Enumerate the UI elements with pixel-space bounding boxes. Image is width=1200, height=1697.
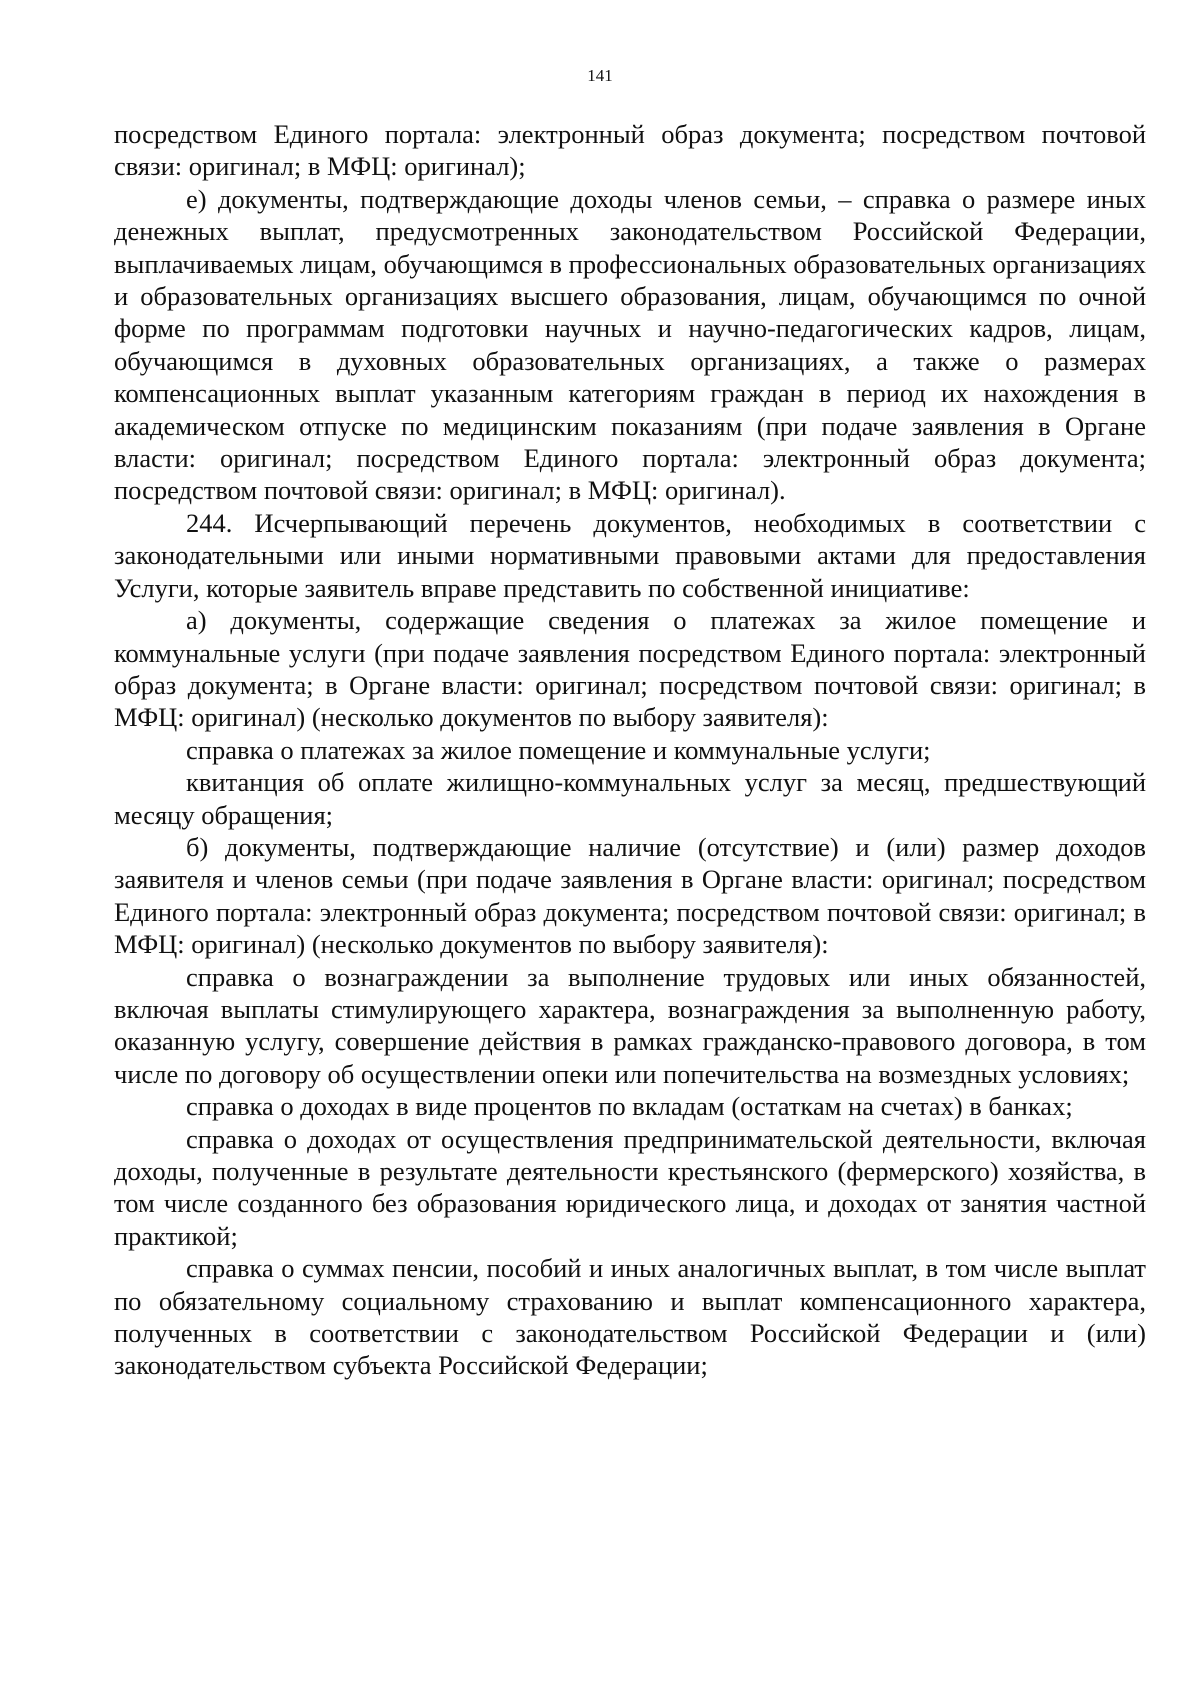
paragraph-remuneration-certificate: справка о вознаграждении за выполнение трудовых или иных обязанностей, включая выплаты стимулирующего характера, вознаграждения за выполненную работу, оказанную услугу, совершение действия в рамках гражданско-правового договора, в том числе по договору об осуществлении опеки или попечительства на возмездных условиях; [114,961,1146,1089]
paragraph-utility-receipt: квитанция об оплате жилищно-коммунальных услуг за месяц, предшествующий месяцу обращения; [114,767,1146,830]
paragraph-244: 244. Исчерпывающий перечень документов, необходимых в соответствии с законодательными или иными нормативными правовыми актами для предоставления Услуги, которые заявитель вправе представить по собственной инициативе: [114,507,1146,603]
paragraph-interest-certificate: справка о доходах в виде процентов по вкладам (остаткам на счетах) в банках; [186,1091,1073,1122]
page-number: 141 [587,66,613,85]
paragraph-item-b: б) документы, подтверждающие наличие (отсутствие) и (или) размер доходов заявителя и членов семьи (при подаче заявления в Органе власти: оригинал; посредством Единого портала: электронный образ документа; посредством почтовой связи: оригинал; в МФЦ: оригинал) (несколько документов по выбору заявителя): [114,831,1146,960]
paragraph-payments-certificate: справка о платежах за жилое помещение и коммунальные услуги; [186,734,931,765]
document-body [114,118,1146,1382]
paragraph-business-income-certificate: справка о доходах от осуществления предпринимательской деятельности, включая доходы, полученные в результате деятельности крестьянского (фермерского) хозяйства, в том числе созданного без образования юридического лица, и доходах от занятия частной практикой; [114,1123,1146,1251]
paragraph-item-a: а) документы, содержащие сведения о платежах за жилое помещение и коммунальные услуги (при подаче заявления посредством Единого портала: электронный образ документа; в Органе власти: оригинал; посредством почтовой связи: оригинал; в МФЦ: оригинал) (несколько документов по выбору заявителя): [114,605,1146,733]
paragraph-item-e: е) документы, подтверждающие доходы членов семьи, – справка о размере иных денежных выплат, предусмотренных законодательством Российской Федерации, выплачиваемых лицам, обучающимся в профессиональных образовательных организациях и образовательных организациях высшего образования, лицам, обучающимся по очной форме по программам подготовки научных и научно-педагогических кадров, лицам, обучающимся в духовных образовательных организациях, а также о размерах компенсационных выплат указанным категориям граждан в период их нахождения в академическом отпуске по медицинским показаниям (при подаче заявления в Органе власти: оригинал; посредством Единого портала: электронный образ документа; посредством почтовой связи: оригинал; в МФЦ: оригинал). [114,183,1146,506]
paragraph-pension-certificate: справка о суммах пенсии, пособий и иных аналогичных выплат, в том числе выплат по обязательному социальному страхованию и выплат компенсационного характера, полученных в соответствии с законодательством Российской Федерации и (или) законодательством субъекта Российской Федерации; [114,1253,1146,1381]
paragraph-continuation: посредством Единого портала: электронный образ документа; посредством почтовой связи: оригинал; в МФЦ: оригинал); [114,119,1146,182]
